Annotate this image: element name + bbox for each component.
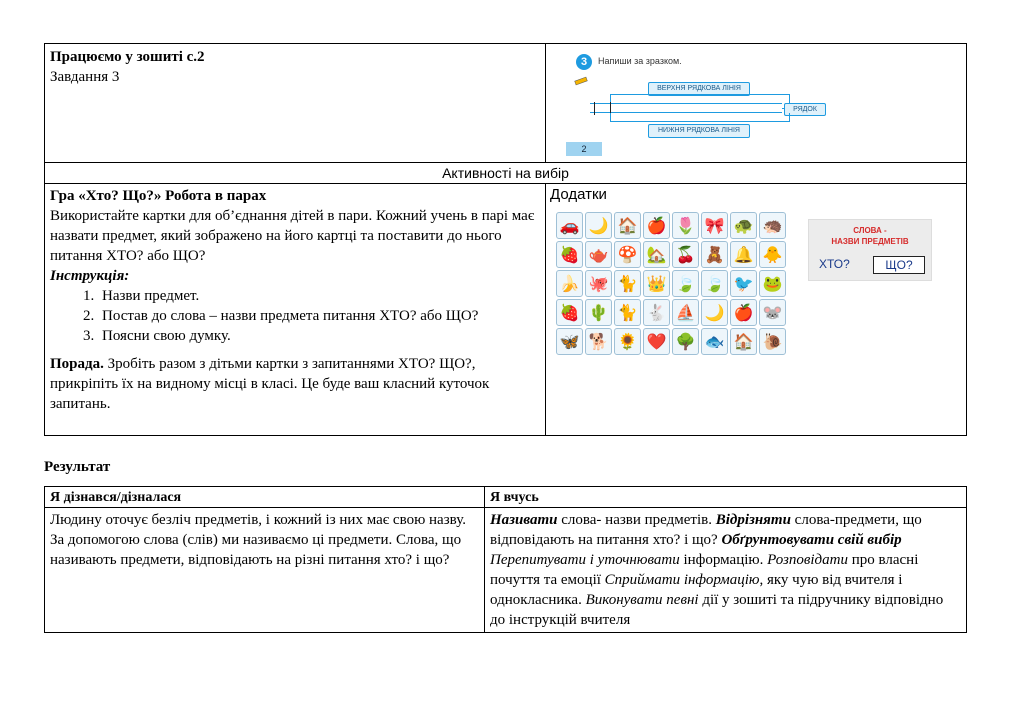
row-label: РЯДОК [784,103,826,116]
picture-card: 🍃 [672,270,699,297]
instruction-label: Інструкція: [50,268,130,284]
top-table-divider-2 [545,183,546,436]
top-table-divider-1 [545,43,546,162]
workbook-title: Працюємо у зошиті с.2 [50,49,205,65]
skill-name: Називати [490,512,558,528]
picture-card: 🎀 [701,212,728,239]
picture-card: 🚗 [556,212,583,239]
result-heading: Результат [44,459,111,475]
tip-label: Порада. [50,356,104,372]
skill-name: Розповідати [767,552,848,568]
picture-card: 🏡 [643,241,670,268]
top-cell-left [50,47,540,87]
picture-card: 👑 [643,270,670,297]
picture-card: 🌵 [585,299,612,326]
words-card-title-2: НАЗВИ ПРЕДМЕТІВ [831,237,909,246]
picture-card: 🐭 [759,299,786,326]
game-description: Використайте картки для об’єднання дітей в пари. Кожний учень в парі має назвати предмет, який зображено на його картці та поставити до нього питання ХТО? або ЩО? [50,208,535,264]
tip-paragraph [50,354,538,414]
picture-card: 🦋 [556,328,583,355]
picture-cards-grid [556,212,788,360]
skill-text: інформацію. [679,552,768,568]
words-card-title-1: СЛОВА - [853,226,887,235]
picture-card: 🐕 [585,328,612,355]
picture-card: 🐙 [585,270,612,297]
who-question: ХТО? [819,257,850,271]
picture-card: 🌙 [585,212,612,239]
skill-name: Обґрунтовувати свій вибір [721,532,902,548]
picture-card: 🐥 [759,241,786,268]
picture-card: 🐌 [759,328,786,355]
words-card [808,219,932,281]
learned-header: Я дізнався/дізналася [50,490,182,505]
picture-card: 🍎 [730,299,757,326]
picture-card: 🦔 [759,212,786,239]
exercise-image [570,50,830,160]
picture-card: 🏠 [730,328,757,355]
picture-card: 🌳 [672,328,699,355]
activities-header: Активності на вибір [442,165,569,181]
picture-card: 🐦 [730,270,757,297]
picture-card: 🐈 [614,299,641,326]
what-question: ЩО? [873,256,925,274]
lower-connector [610,113,790,122]
upper-line-label: ВЕРХНЯ РЯДКОВА ЛІНІЯ [648,82,750,96]
picture-card: 🌙 [701,299,728,326]
skill-name: Сприймати інформацію [604,572,760,588]
exercise-instruction: Напиши за зразком. [598,56,682,66]
picture-card: ⛵ [672,299,699,326]
picture-card: 🫖 [585,241,612,268]
picture-card: 🌻 [614,328,641,355]
picture-card: 🍒 [672,241,699,268]
picture-card: 🧸 [701,241,728,268]
task-label: Завдання 3 [50,69,120,85]
skill-name: Виконувати певні [585,592,699,608]
addons-title: Додатки [550,186,607,203]
picture-card: 🍎 [643,212,670,239]
picture-card: 🍃 [701,270,728,297]
picture-card: 🐸 [759,270,786,297]
skill-text: дії у зошиті та підручнику відповідно до інструкцій вчителя [490,592,944,628]
picture-card: ❤️ [643,328,670,355]
skill-text: слова- назви предметів. [557,512,716,528]
picture-card: 🔔 [730,241,757,268]
step-item: 1. Назви предмет. [98,286,538,306]
result-divider [484,486,485,633]
skill-name: Перепитувати і уточнювати [490,552,680,568]
picture-card: 🏠 [614,212,641,239]
skill-text: про власні почуття та емоції [490,552,919,588]
picture-card: 🍄 [614,241,641,268]
picture-card: 🐈 [614,270,641,297]
picture-card: 🐇 [643,299,670,326]
picture-card: 🍓 [556,299,583,326]
skill-text: слова-предмети, що відповідають на питання хто? і що? [490,512,922,548]
picture-card: 🐢 [730,212,757,239]
steps-list [50,286,538,346]
page-number-badge: 2 [566,142,602,156]
picture-card: 🐟 [701,328,728,355]
lower-line-label: НИЖНЯ РЯДКОВА ЛІНІЯ [648,124,750,138]
tip-text: Зробіть разом з дітьми картки з запитаннями ХТО? ЩО?, прикріпіть їх на видному місці в класі. Це буде ваш класний куточок запитань. [50,356,490,412]
learned-text: Людину оточує безліч предметів, і кожний із них має свою назву. За допомогою слова (слів) ми називаємо ці предмети. Слова, що називають предмети, відповідають на різні питання хто? і що? [50,512,466,568]
pencil-icon [574,74,588,86]
step-item: 2. Постав до слова – назви предмета питання ХТО? або ЩО? [98,306,538,326]
upper-connector [610,94,790,103]
learning-header: Я вчусь [490,490,539,505]
skill-name: Відрізняти [715,512,791,528]
learning-text [490,510,960,630]
row-line-2 [44,183,967,184]
row-line-1 [44,162,967,163]
step-item: 3. Поясни свою думку. [98,326,538,346]
picture-card: 🍌 [556,270,583,297]
picture-card: 🍓 [556,241,583,268]
writing-line [590,103,782,113]
game-cell [50,186,538,414]
picture-card: 🌷 [672,212,699,239]
exercise-number-badge: 3 [576,54,592,70]
game-title: Гра «Хто? Що?» Робота в парах [50,188,267,204]
skill-text: , яку чую від вчителя і однокласника. [490,572,903,608]
